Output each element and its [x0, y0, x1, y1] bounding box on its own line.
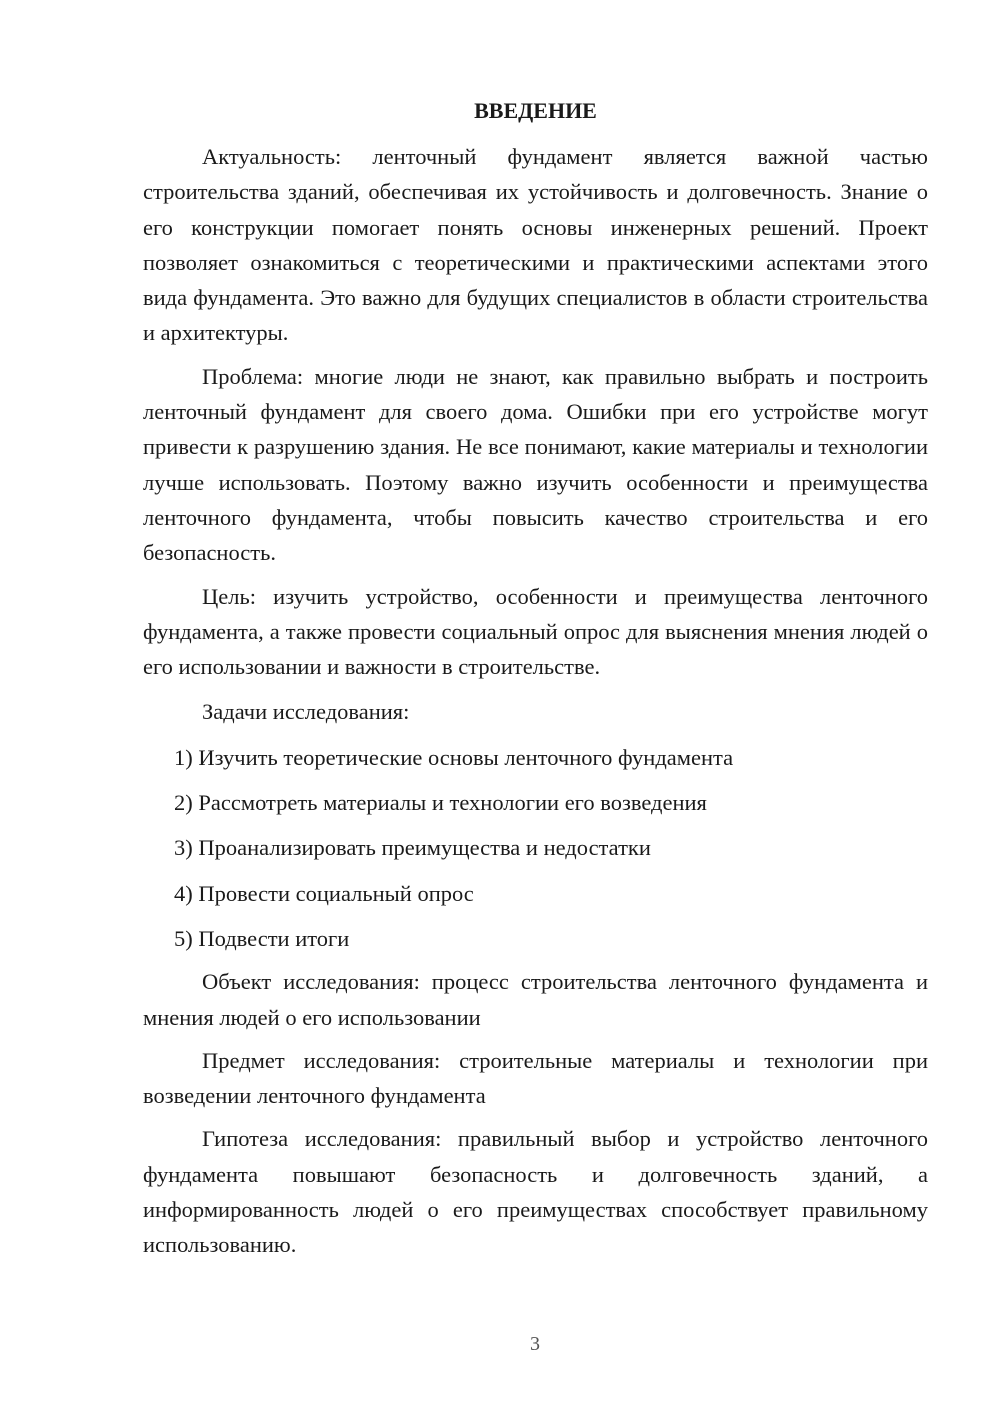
- page-content: [143, 92, 928, 1263]
- list-item: 4) Провести социальный опрос: [174, 880, 474, 906]
- tasks-list: [143, 740, 928, 956]
- list-item: 1) Изучить теоретические основы ленточного фундамента: [174, 744, 734, 770]
- paragraph-subject: Предмет исследования: строительные материалы и технологии при возведении ленточного фундамента: [143, 1047, 928, 1109]
- list-item: 3) Проанализировать преимущества и недостатки: [174, 835, 651, 861]
- paragraph-goal: Цель: изучить устройство, особенности и преимущества ленточного фундамента, а также провести социальный опрос для выяснения мнения людей о его использовании и важности в строительстве.: [143, 583, 928, 680]
- paragraph-relevance: Актуальность: ленточный фундамент является важной частью строительства зданий, обеспечивая их устойчивость и долговечность. Знание о его конструкции помогает понять основы инженерных решений. Проект позволяет ознакомиться с теоретическими и практическими аспектами этого вида фундамента. Это важно для будущих специалистов в области строительства и архитектуры.: [143, 144, 928, 346]
- paragraph-problem: Проблема: многие люди не знают, как правильно выбрать и построить ленточный фундамент для своего дома. Ошибки при его устройстве могут привести к разрушению здания. Не все понимают, какие материалы и технологии лучше использовать. Поэтому важно изучить особенности и преимущества ленточного фундамента, чтобы повысить качество строительства и его безопасность.: [143, 363, 928, 566]
- list-item: 2) Рассмотреть материалы и технологии его возведения: [174, 790, 707, 816]
- paragraph-hypothesis: Гипотеза исследования: правильный выбор и устройство ленточного фундамента повышают безопасность и долговечность зданий, а информированность людей о его преимуществах способствует правильному использованию.: [143, 1126, 928, 1258]
- page-number: 3: [530, 1333, 540, 1355]
- list-item: 5) Подвести итоги: [174, 925, 350, 951]
- page-title: ВВЕДЕНИЕ: [474, 98, 597, 123]
- paragraph-object: Объект исследования: процесс строительства ленточного фундамента и мнения людей о его использовании: [143, 969, 928, 1030]
- tasks-title: Задачи исследования:: [202, 699, 410, 725]
